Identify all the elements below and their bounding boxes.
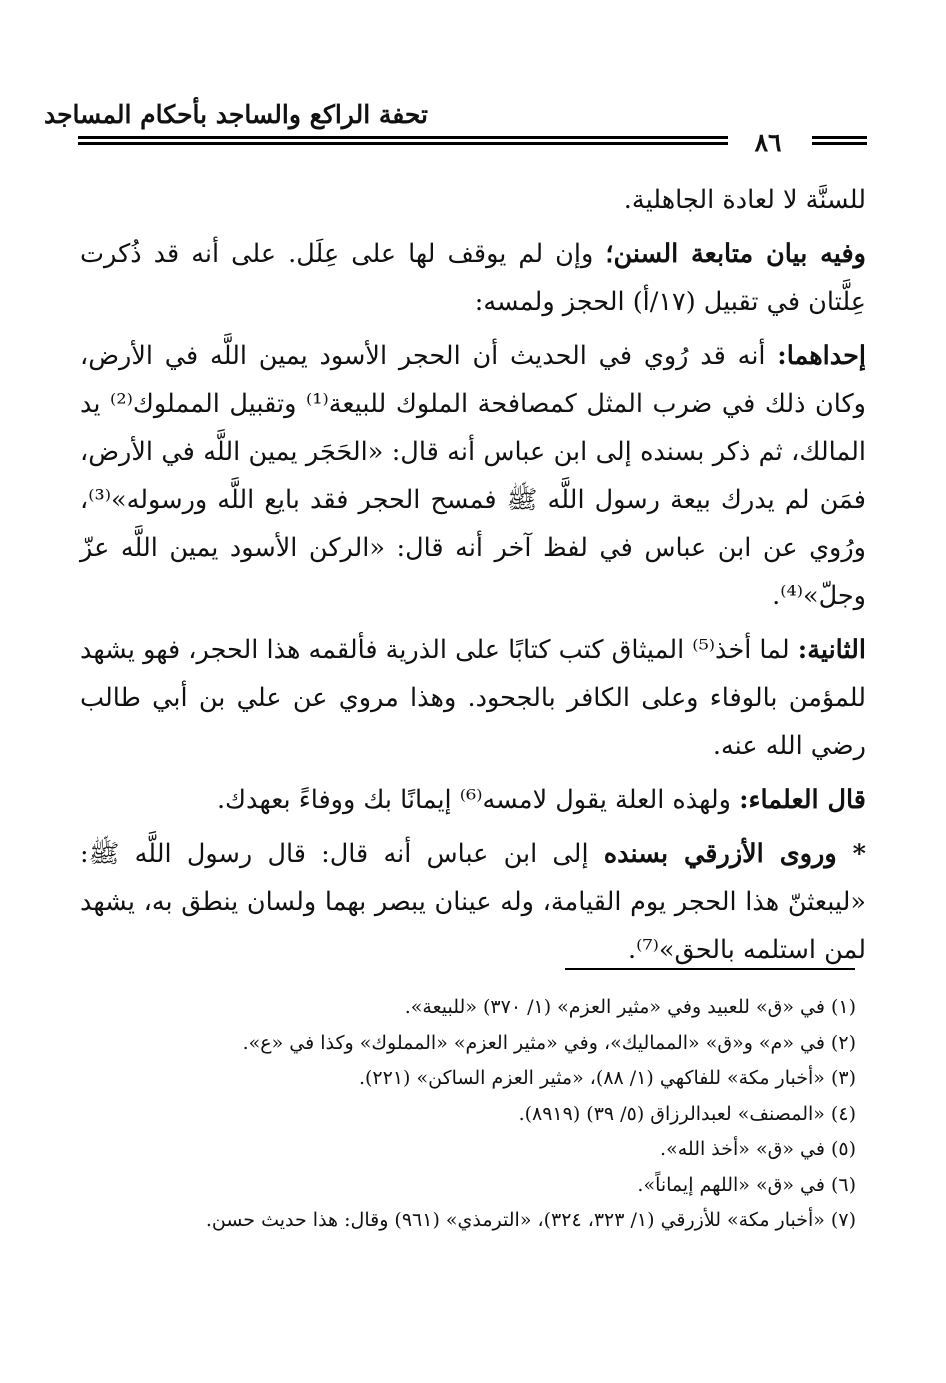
- footnote: (٥) في «ق» «أخذ الله».: [660, 1138, 856, 1160]
- footnotes: [86, 990, 856, 1239]
- paragraph-text: للسنَّة لا لعادة الجاهلية.: [623, 185, 866, 215]
- paragraph: [80, 230, 866, 326]
- paragraph-text: لما أخذ⁽⁵⁾ الميثاق كتب كتابًا على الذرية فألقمه هذا الحجر، فهو يشهد للمؤمن بالوفاء وعلى الكافر بالجحود. وهذا مروي عن علي بن أبي طالب رضي الله عنه.: [79, 635, 866, 761]
- paragraph: [80, 626, 866, 770]
- footnote: (٣) «أخبار مكة» للفاكهي (١/ ٨٨)، «مثير العزم الساكن» (٢٢١).: [358, 1067, 856, 1089]
- paragraph-text: إلى ابن عباس أنه قال: قال رسول اللَّه ﷺ: «ليبعثنّ هذا الحجر يوم القيامة، وله عينان يبصر بهما ولسان ينطق به، يشهد لمن استلمه بالحق»⁽⁷⁾.: [80, 839, 866, 965]
- paragraph-text: ولهذه العلة يقول لامسه⁽⁶⁾ إيمانًا بك ووفاءً بعهدك.: [216, 785, 740, 815]
- footnote: (٢) في «م» و«ق» «المماليك»، وفي «مثير العزم» «المملوك» وكذا في «ع».: [242, 1031, 856, 1054]
- paragraph: [80, 830, 866, 974]
- page-number: ٨٦: [754, 128, 782, 157]
- header-rule-left: [78, 136, 728, 139]
- paragraph: [80, 332, 866, 620]
- paragraph-lead: إحداهما:: [777, 341, 866, 371]
- paragraph-lead: قال العلماء:: [739, 785, 866, 815]
- running-header-title: تحفة الراكع والساجد بأحكام المساجد: [43, 100, 428, 129]
- paragraph: [80, 776, 866, 824]
- paragraph: [80, 176, 866, 224]
- paragraph-lead: وفيه بيان متابعة السنن؛: [605, 239, 866, 269]
- footnote: (٧) «أخبار مكة» للأزرقي (١/ ٣٢٣، ٣٢٤)، «الترمذي» (٩٦١) وقال: هذا حديث حسن.: [205, 1209, 856, 1231]
- paragraph-lead: الثانية:: [797, 635, 866, 665]
- footnote-separator: [565, 968, 855, 970]
- footnote: (٤) «المصنف» لعبدالرزاق (٥/ ٣٩) (٨٩١٩).: [518, 1102, 856, 1125]
- paragraph-text: وإن لم يوقف لها على عِلَل. على أنه قد ذُكرت عِلَّتان في تقبيل (١٧/أ) الحجز ولمسه:: [80, 239, 866, 317]
- footnote: (٦) في «ق» «اللهم إيماناً».: [637, 1173, 856, 1196]
- paragraph-text: أنه قد رُوي في الحديث أن الحجر الأسود يمين اللَّه في الأرض، وكان ذلك في ضرب المثل كمصافحة الملوك للبيعة⁽¹⁾ وتقبيل المملوك⁽²⁾ يد المالك، ثم ذكر بسنده إلى ابن عباس أنه قال: «الحَجَر يمين اللَّه في الأرض، فمَن لم يدرك بيعة رسول اللَّه ﷺ فمسح الحجر فقد بايع اللَّه ورسوله»⁽³⁾، ورُوي عن ابن عباس في لفظ آخر أنه قال: «الركن الأسود يمين اللَّه عزّ وجلّ»⁽⁴⁾.: [80, 341, 866, 611]
- footnote: (١) في «ق» للعبيد وفي «مثير العزم» (١/ ٣٧٠) «للبيعة».: [404, 996, 856, 1018]
- paragraph-lead: * وروى الأزرقي بسنده: [603, 839, 866, 869]
- header-rule-right: [812, 136, 867, 139]
- main-text: [80, 176, 866, 980]
